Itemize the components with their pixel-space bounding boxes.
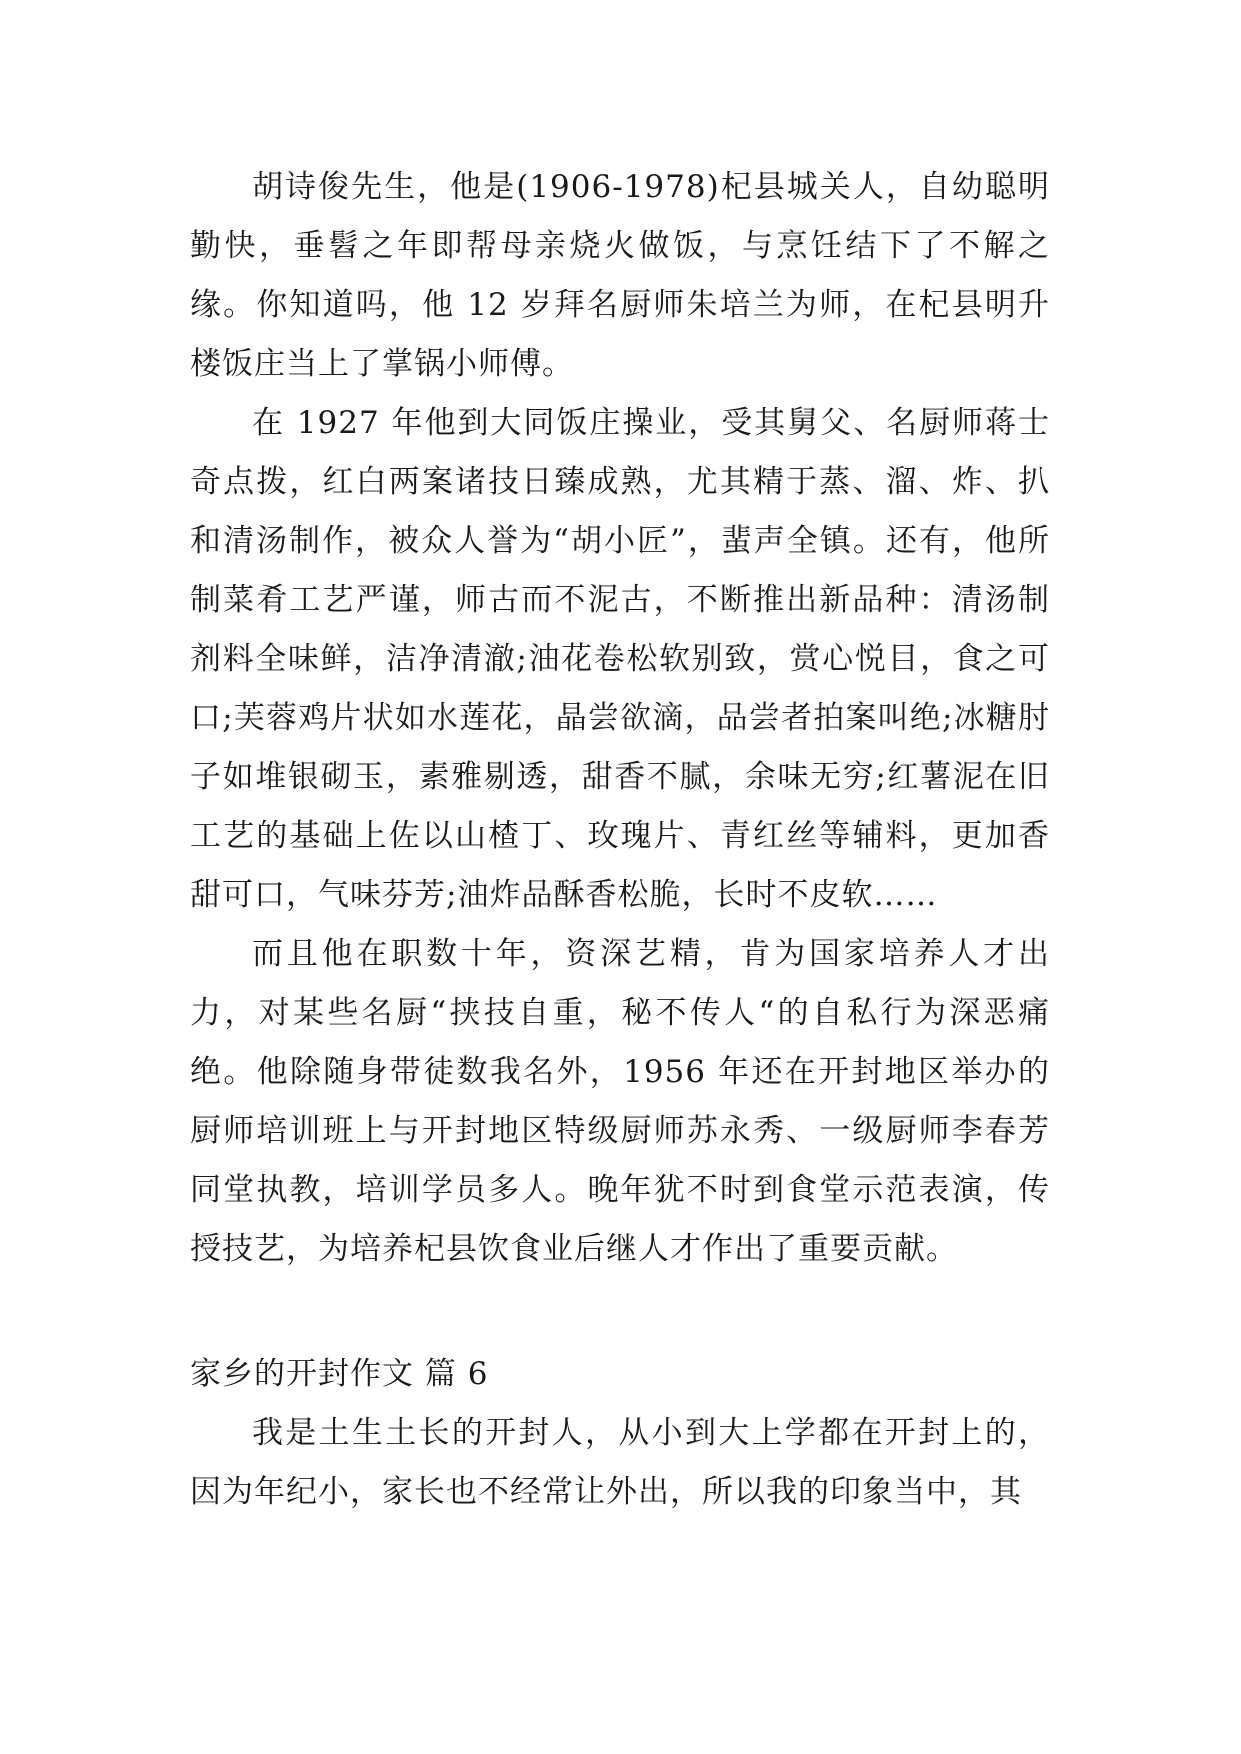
paragraph-cooking-skills: 在 1927 年他到大同饭庄操业，受其舅父、名厨师蒋士奇点拨，红白两案诸技日臻成熟，尤其精于蒸、溜、炸、扒和清汤制作，被众人誉为“胡小匠”，蜚声全镇。还有，他所制菜肴工艺严谨，师古而不泥古，不断推出新品种：清汤制剂料全味鲜，洁净清澈;油花卷松软别致，赏心悦目，食之可口;芙蓉鸡片状如水莲花，晶尝欲滴，品尝者拍案叫绝;冰糖肘子如堆银砌玉，素雅剔透，甜香不腻，余味无穷;红薯泥在旧工艺的基础上佐以山楂丁、玫瑰片、青红丝等辅料，更加香甜可口，气味芬芳;油炸品酥香松脆，长时不皮软…… — [190, 405, 1050, 913]
document-body — [190, 158, 1050, 1522]
paragraph-teaching: 而且他在职数十年，资深艺精，肯为国家培养人才出力，对某些名厨“挟技自重，秘不传人“的自私行为深恶痛绝。他除随身带徒数我名外，1956 年还在开封地区举办的厨师培训班上与开封地区特级厨师苏永秀、一级厨师李春芳同堂执教，培训学员多人。晚年犹不时到食堂示范表演，传授技艺，为培养杞县饮食业后继人才作出了重要贡献。 — [190, 936, 1050, 1267]
paragraph-hu-shijun-intro: 胡诗俊先生，他是(1906-1978)杞县城关人，自幼聪明勤快，垂髫之年即帮母亲烧火做饭，与烹饪结下了不解之缘。你知道吗，他 12 岁拜名厨师朱培兰为师，在杞县明升楼饭庄当上了掌锅小师傅。 — [190, 169, 1050, 382]
section-heading: 家乡的开封作文 篇 6 — [190, 1356, 489, 1392]
paragraph-section-6-opening: 我是土生土长的开封人，从小到大上学都在开封上的，因为年纪小，家长也不经常让外出，所以我的印象当中，其 — [190, 1415, 1050, 1510]
